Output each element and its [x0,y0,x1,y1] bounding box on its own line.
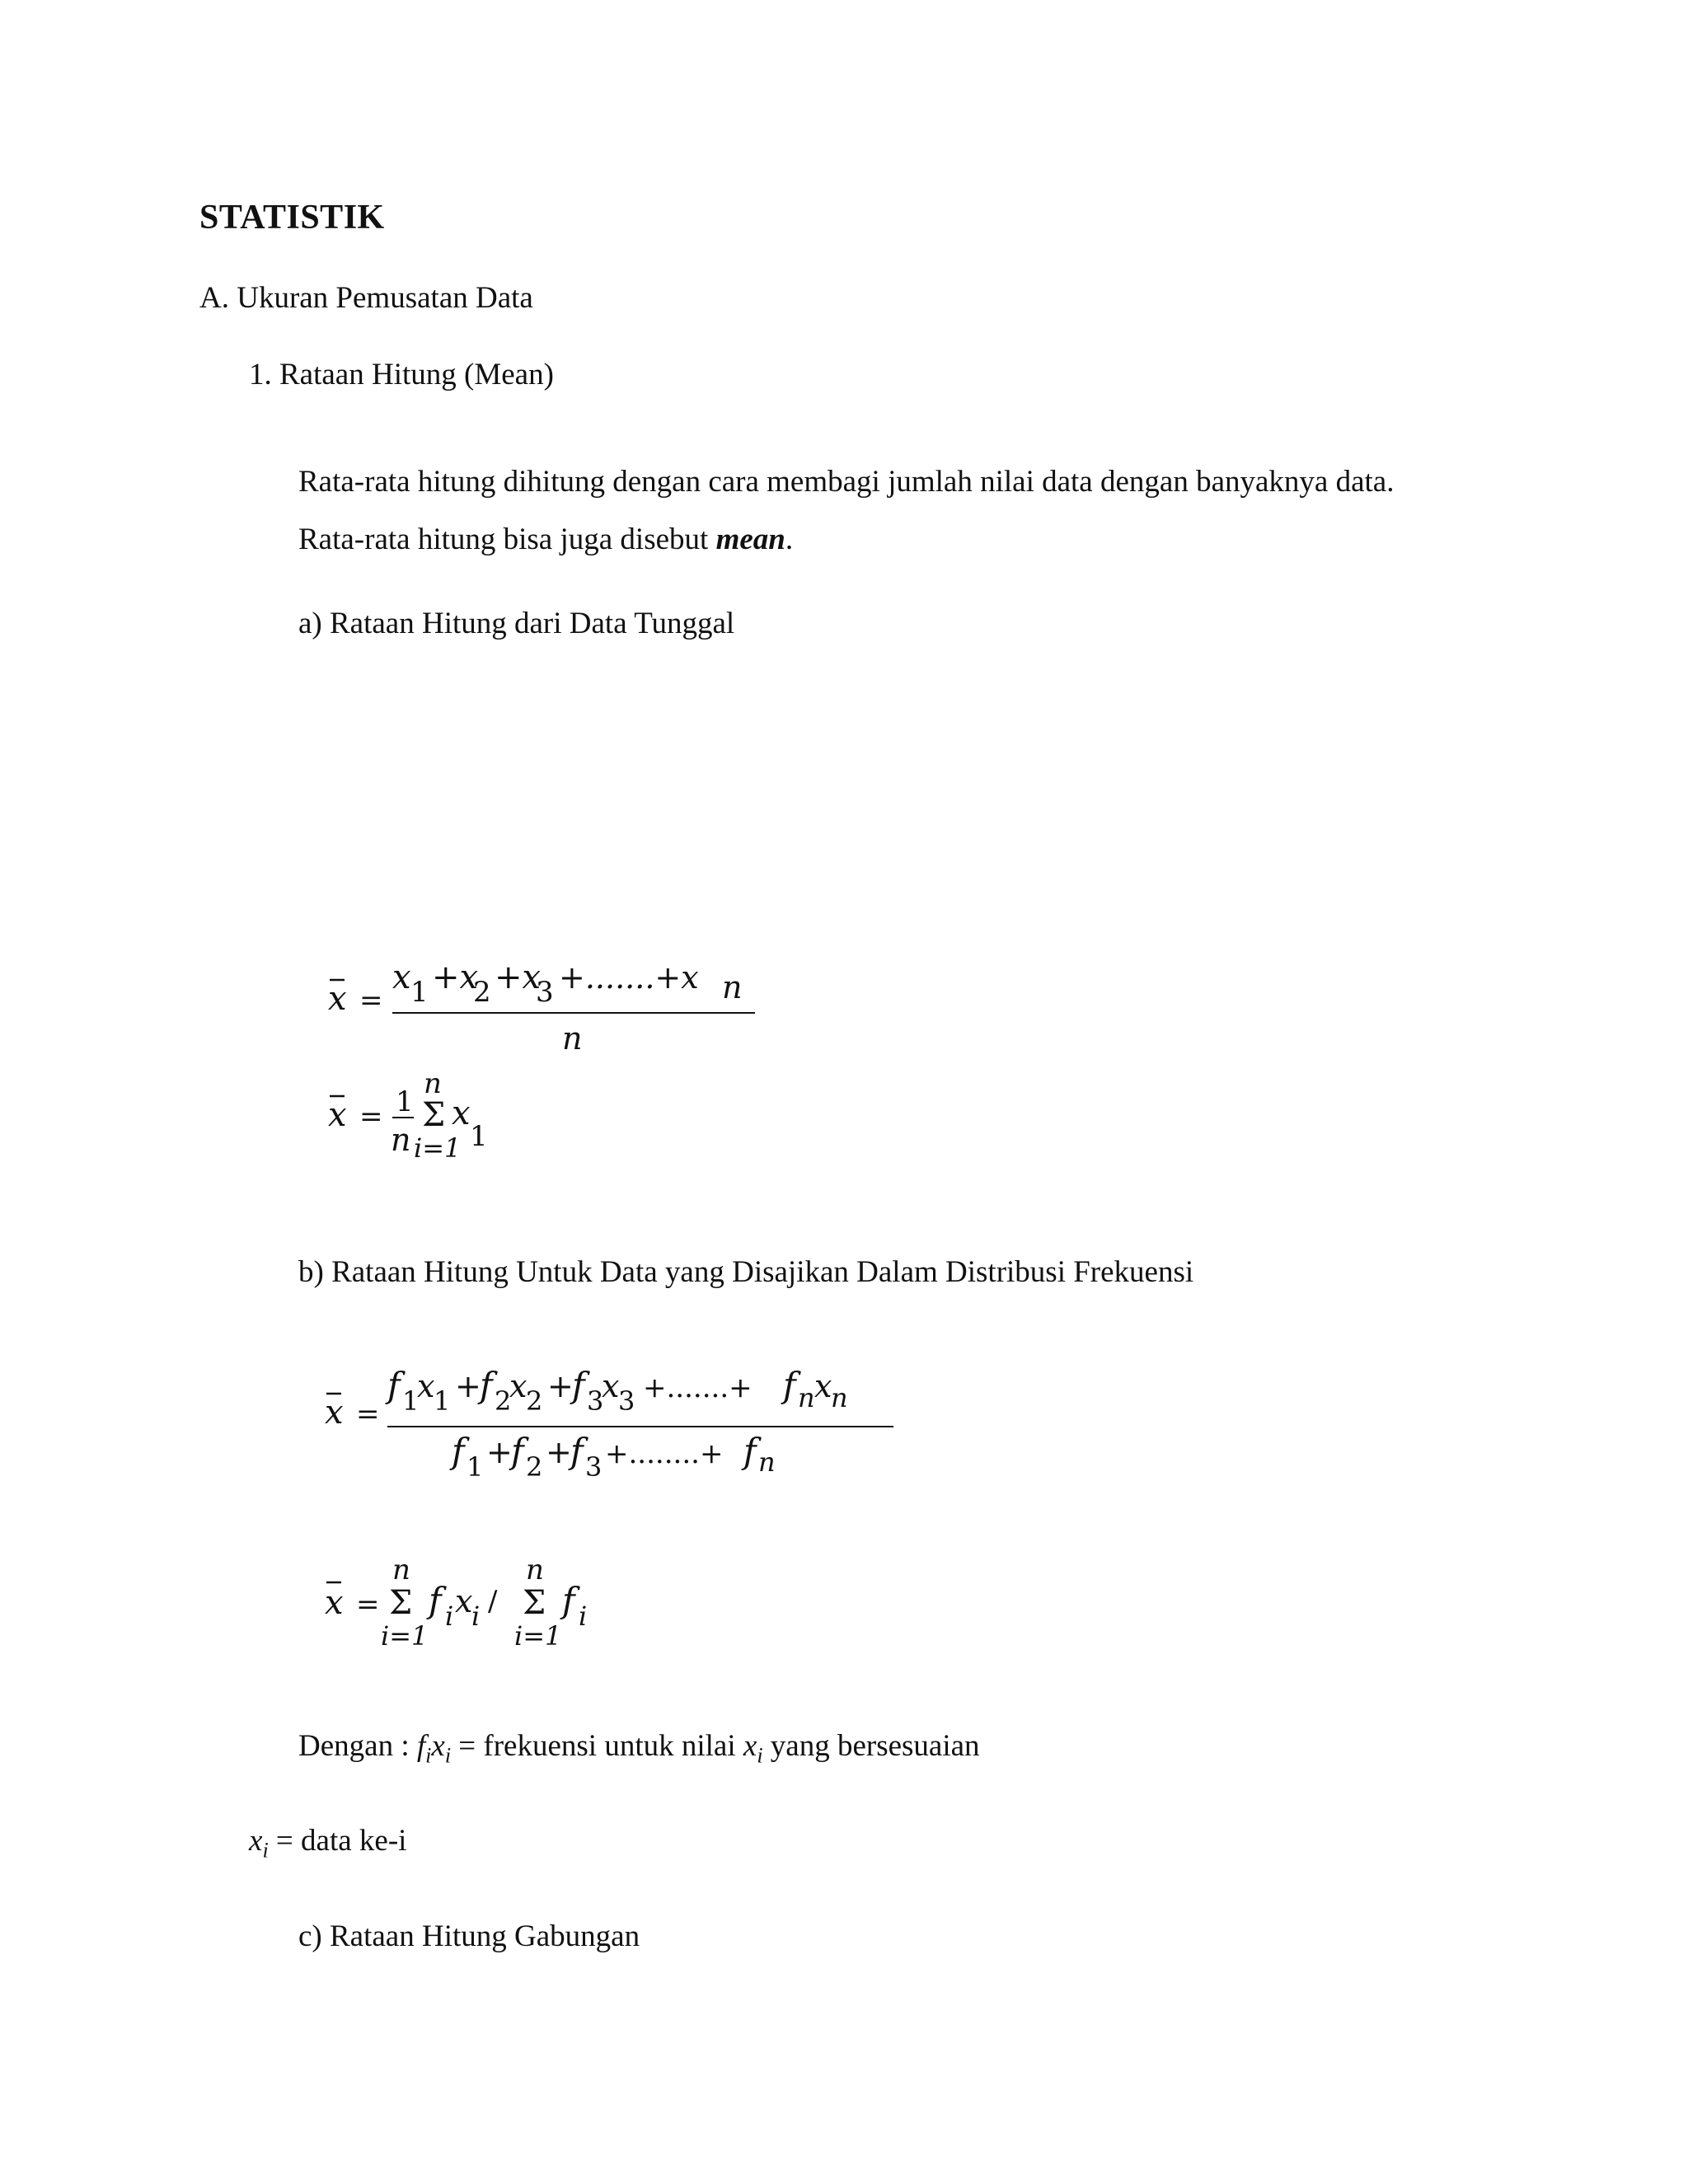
svg-text:n: n [798,1382,815,1413]
document-title: STATISTIK [199,199,385,237]
svg-text:f: f [572,1365,585,1405]
svg-text:i: i [445,1601,454,1632]
svg-text:1: 1 [410,976,429,1009]
svg-text:Σ: Σ [389,1584,413,1622]
svg-text:n: n [392,1554,410,1586]
dengan-definition: Dengan : $f_ix_i$ = frekuensi untuk nilai $x_i$ yang bersesuaian [298,1729,980,1768]
svg-text:2: 2 [526,1451,543,1483]
svg-text:f: f [562,1580,575,1620]
subsection-heading-mean: 1. Rataan Hitung (Mean) [249,358,554,391]
svg-text:1: 1 [396,1085,414,1118]
svg-text:x: x [602,1368,620,1404]
svg-text:i: i [579,1601,588,1632]
svg-text:f: f [387,1365,401,1405]
xi-definition: $x_i$ = data ke-i [249,1824,407,1863]
formula-single-data-sigma [321,1067,488,1179]
svg-text:f: f [570,1431,584,1471]
f1-lhs: x [328,980,347,1018]
svg-text:f: f [480,1365,493,1405]
svg-text:3: 3 [536,976,554,1009]
svg-text:1: 1 [470,1120,488,1153]
f2-lhs: x [328,1096,347,1134]
mean-description-paragraph [298,453,1394,569]
svg-text:f: f [783,1365,796,1405]
svg-text:i=1: i=1 [414,1132,462,1164]
svg-text:1: 1 [434,1385,451,1417]
svg-text:+x: +x [432,958,479,996]
formula-single-data-expanded [321,952,783,1059]
svg-text:=: = [356,1398,380,1431]
svg-text:+.......+x: +.......+x [559,959,699,996]
svg-text:2: 2 [526,1385,543,1417]
formula-frequency-sigma [315,1549,628,1673]
svg-text:+........+: +........+ [605,1437,724,1470]
paragraph-line-1: Rata-rata hitung dihitung dengan cara membagi jumlah nilai data dengan banyaknya data. [298,465,1395,499]
paragraph-line-2 [298,511,1394,569]
svg-text:i=1: i=1 [514,1620,562,1652]
svg-text:x: x [417,1368,435,1404]
svg-text:=: = [356,1588,380,1621]
svg-text:1: 1 [402,1385,420,1417]
svg-text:=: = [359,984,383,1017]
svg-text:3: 3 [585,1451,603,1483]
section-heading-a: A. Ukuran Pemusatan Data [199,281,533,315]
svg-text:f: f [511,1431,524,1471]
svg-text:n: n [831,1382,848,1413]
paragraph-line-2-prefix: Rata-rata hitung bisa juga disebut [298,523,716,556]
svg-text:/: / [488,1585,498,1618]
svg-text:f: f [452,1431,465,1471]
f4-lhs: x [325,1584,344,1622]
svg-text:x: x [814,1368,832,1404]
svg-text:i: i [471,1601,481,1632]
svg-text:3: 3 [587,1385,604,1417]
svg-text:+x: +x [495,958,542,996]
svg-text:x: x [509,1368,528,1404]
svg-text:1: 1 [467,1451,484,1483]
svg-text:f: f [429,1580,442,1620]
svg-text:Σ: Σ [523,1584,546,1622]
item-b-heading: b) Rataan Hitung Untuk Data yang Disajikan Dalam Distribusi Frekuensi [298,1255,1194,1289]
formula-frequency-expanded [315,1356,908,1488]
svg-text:n: n [526,1554,544,1586]
svg-text:i=1: i=1 [381,1620,429,1652]
item-a-heading: a) Rataan Hitung dari Data Tunggal [298,607,735,640]
svg-text:+: + [546,1434,572,1470]
svg-text:n: n [424,1067,442,1100]
item-c-heading: c) Rataan Hitung Gabungan [298,1919,640,1953]
svg-text:n: n [391,1122,411,1158]
dengan-prefix: Dengan : [298,1729,417,1763]
svg-text:2: 2 [473,976,491,1009]
svg-text:+: + [486,1434,513,1470]
svg-text:=: = [359,1100,383,1133]
svg-text:f: f [743,1431,757,1471]
svg-text:3: 3 [618,1385,635,1417]
svg-text:2: 2 [495,1385,512,1417]
svg-text:n: n [758,1446,776,1478]
f1-num-x1: x [392,958,411,996]
svg-text:x: x [455,1583,473,1619]
svg-text:Σ: Σ [422,1096,446,1134]
paragraph-line-2-suffix: . [785,523,794,556]
svg-text:+: + [547,1368,574,1404]
f1-denominator: n [562,1020,583,1057]
svg-text:n: n [722,969,743,1005]
f3-lhs: x [325,1394,344,1432]
svg-text:+.......+: +.......+ [643,1371,753,1404]
mean-emphasis: mean [715,523,785,556]
svg-text:x: x [452,1094,471,1132]
svg-text:+: + [455,1368,481,1404]
